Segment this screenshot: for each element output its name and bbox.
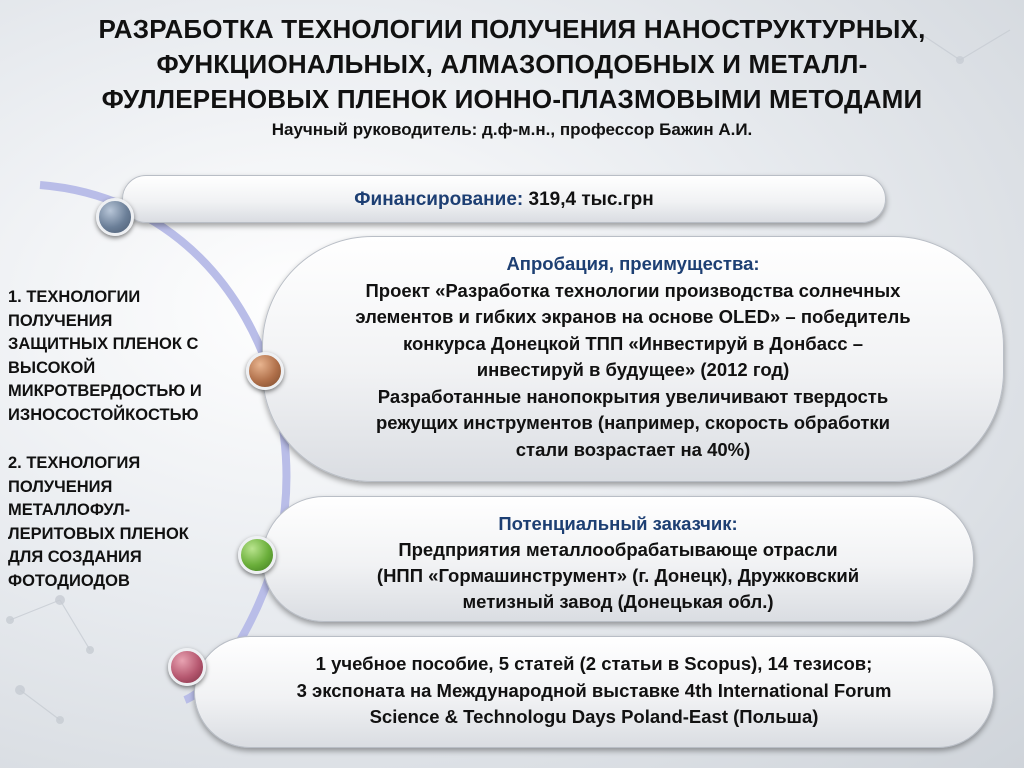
technology-item-1 [8, 286, 248, 427]
publications-line: 1 учебное пособие, 5 статей (2 статьи в Scopus), 14 тезисов; [315, 653, 873, 674]
title-line-1: РАЗРАБОТКА ТЕХНОЛОГИИ ПОЛУЧЕНИЯ НАНОСТРУКТУРНЫХ, [98, 14, 926, 44]
publications-box [194, 636, 994, 748]
approbation-line: Проект «Разработка технологии производства солнечных [365, 279, 901, 301]
technology-item-2-line: ДЛЯ СОЗДАНИЯ [8, 548, 142, 566]
technology-item-1-line: ВЫСОКОЙ [8, 358, 96, 377]
title-line-2: ФУНКЦИОНАЛЬНЫХ, АЛМАЗОПОДОБНЫХ И МЕТАЛЛ- [156, 49, 868, 79]
funding-box [122, 175, 886, 223]
technology-item-2 [8, 452, 238, 593]
customer-line: (НПП «Гормашинструмент» (г. Донецк), Дружковский [376, 565, 860, 586]
technology-item-2-line: 2. ТЕХНОЛОГИЯ [8, 454, 141, 472]
customer-line: метизный завод (Донецькая обл.) [462, 591, 774, 612]
publications-line: Science & Technologu Days Poland-East (Польша) [369, 706, 819, 727]
technology-item-1-line: МИКРОТВЕРДОСТЬЮ И [8, 382, 202, 400]
approbation-line: конкурса Донецкой ТПП «Инвестируй в Донбасс – [402, 332, 864, 354]
approbation-line: режущих инструментов (например, скорость обработки [375, 412, 891, 433]
technology-item-1-line: 1. ТЕХНОЛОГИИ [8, 288, 141, 306]
customer-heading: Потенциальный заказчик: [498, 513, 738, 534]
technology-item-1-line: ПОЛУЧЕНИЯ [8, 311, 113, 330]
bullet-dot-red [168, 648, 206, 686]
approbation-line: элементов и гибких экранов на основе OLED» – победитель [355, 306, 911, 327]
connector-arc [40, 185, 286, 700]
technology-item-1-line: ЗАЩИТНЫХ ПЛЕНОК С [8, 335, 199, 353]
approbation-line: Разработанные нанопокрытия увеличивают твердость [377, 385, 889, 407]
approbation-line: инвестируй в будущее» (2012 год) [476, 359, 790, 380]
bullet-dot-blue [96, 198, 134, 236]
technology-item-2-line: ФОТОДИОДОВ [8, 571, 130, 590]
technology-item-2-line: ЛЕРИТОВЫХ ПЛЕНОК [8, 524, 189, 543]
technology-item-2-line: МЕТАЛЛОФУЛ- [8, 501, 131, 519]
approbation-line: стали возрастает на 40%) [515, 438, 751, 460]
publications-line: 3 экспоната на Международной выставке 4th International Forum [296, 679, 892, 701]
approbation-heading: Апробация, преимущества: [506, 253, 760, 274]
customer-box [262, 496, 974, 622]
bullet-dot-green [238, 536, 276, 574]
page-title [30, 12, 994, 117]
customer-line: Предприятия металлообрабатывающе отрасли [398, 539, 838, 560]
bullet-dot-brown [246, 352, 284, 390]
funding-label: Финансирование: [354, 189, 524, 210]
funding-value: 319,4 тыс.грн [523, 189, 654, 210]
title-line-3: ФУЛЛЕРЕНОВЫХ ПЛЕНОК ИОННО-ПЛАЗМОВЫМИ МЕТОДАМИ [101, 84, 923, 114]
technology-item-1-line: ИЗНОСОСТОЙКОСТЬЮ [8, 405, 199, 424]
technology-item-2-line: ПОЛУЧЕНИЯ [8, 477, 113, 496]
approbation-box [262, 236, 1004, 482]
page-subtitle: Научный руководитель: д.ф-м.н., профессор Бажин А.И. [271, 120, 753, 139]
